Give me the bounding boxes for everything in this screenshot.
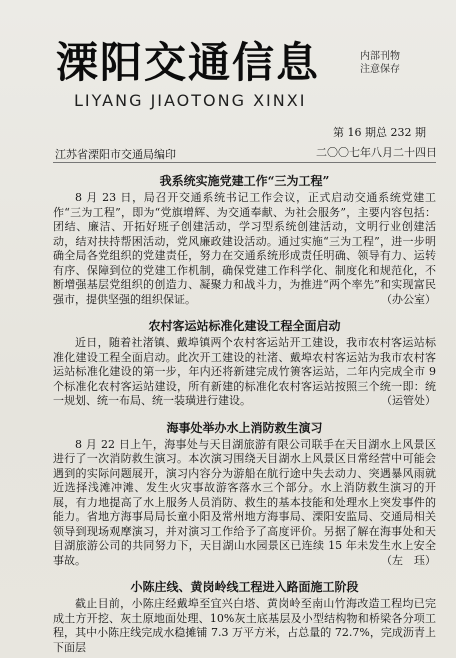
article-text: 8 月 22 日上午，海事处与天目湖旅游有限公司联手在天目湖水上风景区进行了一次消防救生演习。本次演习围绕天目湖水上风景区日常经营中可能会遇到的实际问题展开，演习内容分为游船在航行途中失去动力、突遇暴风雨就近选择浅滩冲滩、发生火灾事故游客落水三个部分。水上消防救生演习的开展，有力地提高了水上服务人员消防、救生的基本技能和处理水上突发事件的能力。省地方海事局局长童小阳及常州地方海事局、溧阳安监局、交通局相关领导到现场观摩演习，并对演习工作给予了高度评价。另据了解在海事处和天目湖旅游公司的共同努力下，天目湖山水园景区已连续 15 年未发生水上安全事故。 [53, 437, 436, 567]
article [53, 174, 436, 307]
article-body [53, 597, 436, 655]
article-body [53, 336, 436, 409]
article [53, 421, 436, 569]
article-title: 海事处举办水上消防救生演习 [166, 420, 323, 435]
header-divider [53, 162, 436, 163]
article-body [53, 191, 436, 307]
issue-date: 二〇〇七年八月二十四日 [316, 146, 437, 159]
article-title: 农村客运站标准化建设工程全面启动 [148, 319, 341, 333]
articles-area [53, 168, 436, 658]
masthead-note-line2: 注意保存 [360, 64, 400, 75]
article [53, 319, 436, 409]
masthead-note [360, 50, 400, 76]
article-title: 我系统实施党建工作“三为工程” [159, 174, 330, 188]
article-source: （左 珏） [381, 553, 436, 567]
article-text: 近日，随着社渚镇、戴埠镇两个农村客运站开工建设，我市农村客运站标准化建设工程全面启动。此次开工建设的社渚、戴埠农村客运站为我市农村客运站标准化建设的第一步，年内还将新建完成竹箦客运站，二年内完成全市 9 个标准化农村客运站建设，所有新建的标准化农村客运站按照三个统一即：统一规划、统一布局、统一装璜进行建设。 [53, 336, 436, 407]
masthead-note-line1: 内部刊物 [360, 51, 400, 62]
article-text: 截止目前，小陈庄经戴埠至宜兴白塔、黄岗岭至南山竹海改造工程均已完成土方开挖、灰土原地面处理、10%灰土底基层及小型结构物和桥梁各分项工程，其中小陈庄线完成水稳摊铺 7.3 万平方米，占总量的 72.7%，完成沥青上下面层 [53, 597, 436, 654]
masthead-pinyin: LIYANG JIAOTONG XINXI [74, 91, 307, 110]
article-title: 小陈庄线、黄岗岭线工程进入路面施工阶段 [130, 580, 359, 594]
article-source: （运管处） [381, 394, 436, 407]
editor-line: 江苏省溧阳市交通局编印 [55, 148, 176, 161]
masthead-title: 溧阳交通信息 [56, 38, 321, 87]
issue-number: 第 16 期总 232 期 [333, 126, 426, 139]
article-text: 8 月 23 日，局召开交通系统书记工作会议，正式启动交通系统党建工作“三为工程”，即为“党旗增辉、为交通奉献、为社会服务”，主要内容包括：团结、廉洁、开拓好班子创建活动，学习型系统创建活动，文明行业创建活动，结对扶持帮困活动，党风廉政建设活动。通过实施“三为工程”，进一步明确全局各党组织的党建责任，努力在交通系统形成责任明确、领导有力、运转有序、保障到位的党建工作机制，确保党建工作科学化、制度化和规范化，不断增强基层党组织的创造力、凝聚力和战斗力，为推进“两个率先”和实现富民强市，提供坚强的组织保证。 [53, 191, 436, 306]
article-body [53, 438, 436, 569]
article [53, 580, 436, 655]
article-source: （办公室） [381, 292, 436, 306]
